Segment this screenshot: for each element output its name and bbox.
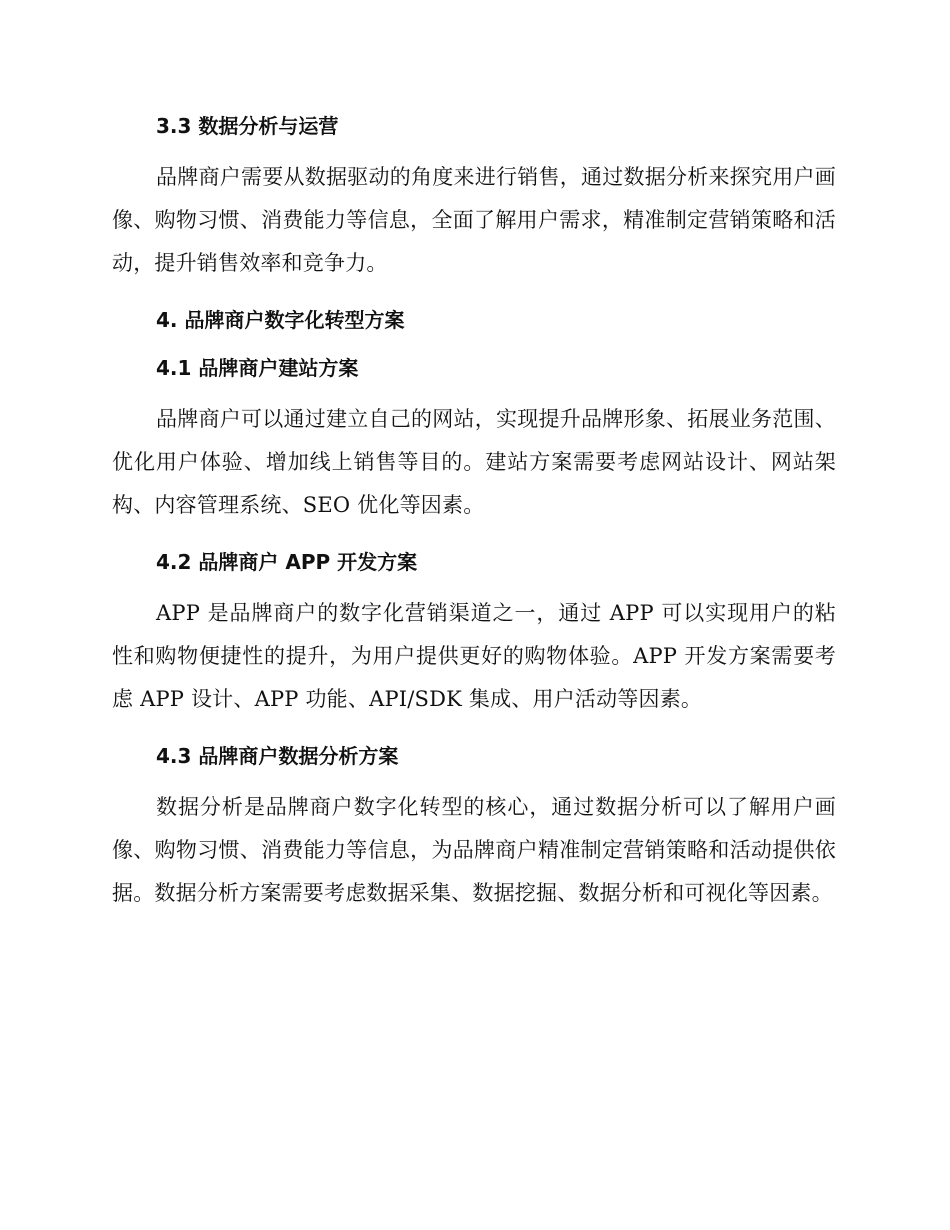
section-4-3-heading: 4.3 品牌商户数据分析方案 (156, 744, 399, 768)
section-4-1-paragraph: 品牌商户可以通过建立自己的网站，实现提升品牌形象、拓展业务范围、优化用户体验、增加线上销售等目的。建站方案需要考虑网站设计、网站架构、内容管理系统、SEO 优化等因素。 (112, 407, 836, 517)
section-4-2-heading: 4.2 品牌商户 APP 开发方案 (156, 550, 418, 574)
section-3-3-paragraph: 品牌商户需要从数据驱动的角度来进行销售，通过数据分析来探究用户画像、购物习惯、消费能力等信息，全面了解用户需求，精准制定营销策略和活动，提升销售效率和竞争力。 (112, 165, 836, 275)
section-4-heading: 4. 品牌商户数字化转型方案 (156, 308, 405, 332)
section-4-1-heading: 4.1 品牌商户建站方案 (156, 356, 359, 380)
document-body (112, 108, 836, 915)
section-3-3-heading: 3.3 数据分析与运营 (156, 114, 339, 138)
section-4-2-paragraph: APP 是品牌商户的数字化营销渠道之一，通过 APP 可以实现用户的粘性和购物便捷性的提升，为用户提供更好的购物体验。APP 开发方案需要考虑 APP 设计、APP 功能、API/SDK 集成、用户活动等因素。 (112, 601, 836, 711)
section-4-3-paragraph: 数据分析是品牌商户数字化转型的核心，通过数据分析可以了解用户画像、购物习惯、消费能力等信息，为品牌商户精准制定营销策略和活动提供依据。数据分析方案需要考虑数据采集、数据挖掘、数据分析和可视化等因素。 (112, 795, 836, 905)
